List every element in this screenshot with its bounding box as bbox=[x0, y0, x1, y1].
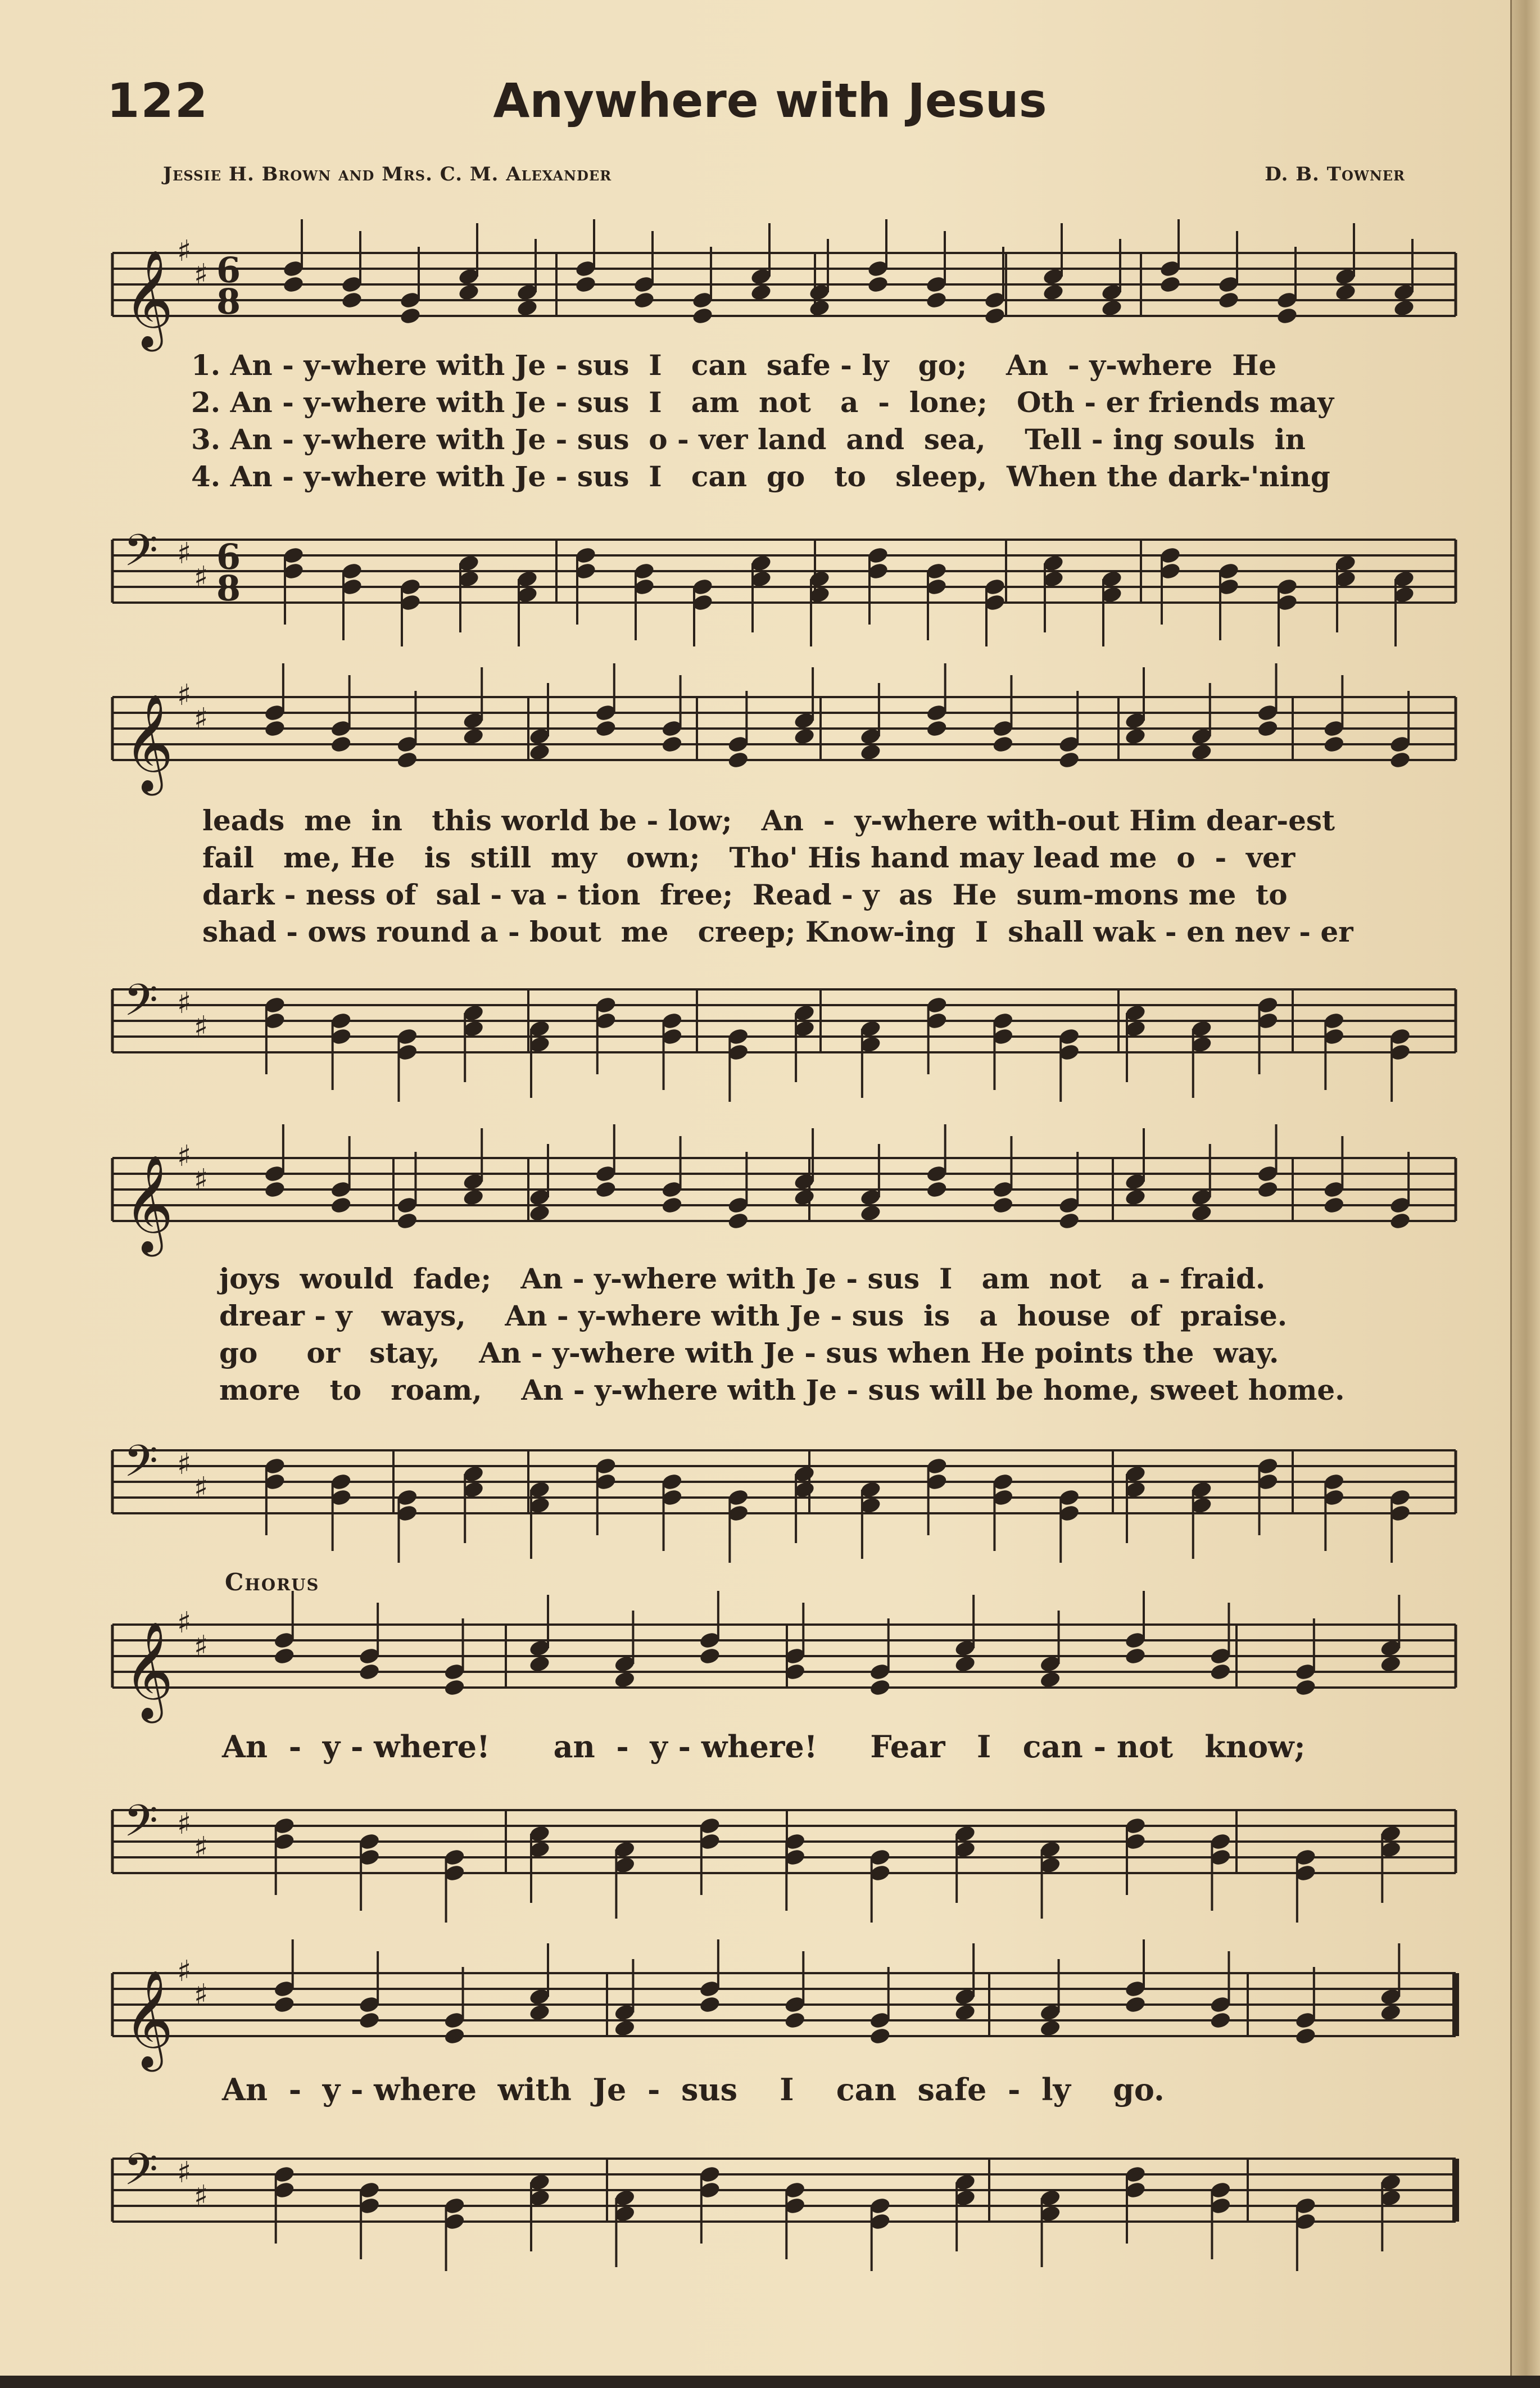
notehead bbox=[727, 1211, 749, 1231]
notehead bbox=[574, 275, 597, 294]
notehead bbox=[462, 727, 484, 746]
notehead bbox=[1100, 298, 1123, 318]
sharp-icon: ♯ bbox=[194, 1163, 209, 1197]
bass-clef-icon: 𝄢 bbox=[124, 1436, 158, 1498]
bass-clef-icon: 𝄢 bbox=[124, 975, 158, 1037]
notehead bbox=[954, 2003, 976, 2022]
notehead bbox=[1322, 735, 1345, 754]
notehead bbox=[1209, 2011, 1231, 2030]
notehead bbox=[926, 719, 948, 738]
notehead bbox=[1294, 2027, 1317, 2046]
notehead bbox=[991, 1196, 1014, 1215]
notehead bbox=[1209, 1662, 1231, 1681]
notehead bbox=[727, 750, 749, 770]
notehead bbox=[1039, 2019, 1061, 2038]
notehead bbox=[443, 1678, 465, 1697]
notehead bbox=[699, 1995, 721, 2014]
lyric-line: fail me, He is still my own; Tho' His hand may lead me o - ver bbox=[202, 841, 1296, 874]
notehead bbox=[528, 2003, 551, 2022]
sharp-icon: ♯ bbox=[194, 702, 209, 736]
notehead bbox=[282, 275, 305, 294]
notehead bbox=[613, 2019, 636, 2038]
sharp-icon: ♯ bbox=[177, 986, 192, 1020]
notehead bbox=[1124, 727, 1147, 746]
lyric-line: shad - ows round a - bout me creep; Know-ing I shall wak - en nev - er bbox=[202, 915, 1353, 948]
notehead bbox=[691, 306, 714, 325]
sharp-icon: ♯ bbox=[177, 1954, 192, 1988]
bass-staff-system-4 bbox=[0, 1776, 1540, 1923]
notehead bbox=[1379, 2003, 1402, 2022]
notehead bbox=[1058, 1211, 1080, 1231]
lyric-line: An - y - where! an - y - where! Fear I can - not know; bbox=[222, 1729, 1306, 1765]
notehead bbox=[1058, 750, 1080, 770]
notehead bbox=[1190, 1204, 1213, 1223]
time-signature-denominator: 8 bbox=[216, 568, 241, 609]
bass-staff-system-3 bbox=[0, 1417, 1540, 1563]
notehead bbox=[462, 1188, 484, 1207]
lyric-line: 2. An - y-where with Je - sus I am not a - lone; Oth - er friends may bbox=[191, 386, 1334, 419]
notehead bbox=[273, 1995, 296, 2014]
notehead bbox=[358, 2011, 381, 2030]
hymn-number: 122 bbox=[107, 73, 209, 128]
notehead bbox=[399, 306, 422, 325]
notehead bbox=[783, 2011, 806, 2030]
notehead bbox=[869, 2027, 891, 2046]
notehead bbox=[330, 1196, 352, 1215]
notehead bbox=[1217, 291, 1240, 310]
notehead bbox=[1379, 1654, 1402, 1674]
notehead bbox=[925, 291, 948, 310]
notehead bbox=[613, 1670, 636, 1689]
notehead bbox=[1042, 283, 1065, 302]
treble-staff-system-4 bbox=[0, 1591, 1540, 1726]
time-signature-denominator: 8 bbox=[216, 281, 241, 322]
notehead bbox=[660, 735, 683, 754]
sharp-icon: ♯ bbox=[194, 1629, 209, 1663]
lyric-line: drear - y ways, An - y-where with Je - sus is a house of praise. bbox=[219, 1299, 1288, 1332]
lyric-line: 3. An - y-where with Je - sus o - ver land and sea, Tell - ing souls in bbox=[191, 423, 1306, 456]
notehead bbox=[1159, 275, 1181, 294]
notehead bbox=[859, 1204, 882, 1223]
lyric-line: leads me in this world be - low; An - y-where with-out Him dear-est bbox=[202, 804, 1335, 837]
lyric-line: go or stay, An - y-where with Je - sus when He points the way. bbox=[219, 1336, 1279, 1369]
treble-clef-icon: 𝄞 bbox=[124, 250, 174, 347]
sharp-icon: ♯ bbox=[194, 1978, 209, 2012]
sharp-icon: ♯ bbox=[194, 1010, 209, 1044]
sharp-icon: ♯ bbox=[194, 1830, 209, 1865]
notehead bbox=[1393, 298, 1415, 318]
notehead bbox=[991, 735, 1014, 754]
notehead bbox=[516, 298, 538, 318]
notehead bbox=[528, 1654, 551, 1674]
notehead bbox=[458, 283, 480, 302]
notehead bbox=[264, 1180, 286, 1199]
notehead bbox=[869, 1678, 891, 1697]
notehead bbox=[595, 1180, 617, 1199]
notehead bbox=[595, 719, 617, 738]
notehead bbox=[793, 1188, 816, 1207]
notehead bbox=[1039, 1670, 1061, 1689]
notehead bbox=[867, 275, 889, 294]
notehead bbox=[1334, 283, 1357, 302]
notehead bbox=[1322, 1196, 1345, 1215]
chorus-label: Chorus bbox=[225, 1568, 320, 1596]
treble-staff-system-5 bbox=[0, 1939, 1540, 2074]
notehead bbox=[660, 1196, 683, 1215]
notehead bbox=[1276, 306, 1298, 325]
notehead bbox=[859, 743, 882, 762]
treble-staff-system-3 bbox=[0, 1124, 1540, 1270]
notehead bbox=[808, 298, 831, 318]
sharp-icon: ♯ bbox=[177, 1447, 192, 1481]
lyric-line: 4. An - y-where with Je - sus I can go to sleep, When the dark-'ning bbox=[191, 460, 1330, 493]
sharp-icon: ♯ bbox=[194, 2179, 209, 2213]
notehead bbox=[1190, 743, 1213, 762]
notehead bbox=[793, 727, 816, 746]
notehead bbox=[750, 283, 772, 302]
bass-clef-icon: 𝄢 bbox=[124, 1795, 158, 1858]
notehead bbox=[443, 2027, 465, 2046]
lyricist-credit: Jessie H. Brown and Mrs. C. M. Alexander bbox=[163, 163, 612, 186]
notehead bbox=[396, 750, 418, 770]
notehead bbox=[358, 1662, 381, 1681]
notehead bbox=[1124, 1995, 1147, 2014]
bass-clef-icon: 𝄢 bbox=[124, 525, 158, 587]
notehead bbox=[341, 291, 363, 310]
bass-staff-system-2 bbox=[0, 956, 1540, 1102]
composer-credit: D. B. Towner bbox=[1265, 163, 1405, 186]
notehead bbox=[264, 719, 286, 738]
scan-edge bbox=[0, 2376, 1540, 2388]
treble-clef-icon: 𝄞 bbox=[124, 1970, 174, 2068]
notehead bbox=[1389, 1211, 1411, 1231]
sharp-icon: ♯ bbox=[177, 1139, 192, 1173]
sharp-icon: ♯ bbox=[177, 234, 192, 268]
lyric-line: joys would fade; An - y-where with Je - sus I am not a - fraid. bbox=[219, 1262, 1266, 1295]
lyric-line: dark - ness of sal - va - tion free; Read - y as He sum-mons me to bbox=[202, 878, 1288, 911]
notehead bbox=[1256, 719, 1279, 738]
sharp-icon: ♯ bbox=[194, 257, 209, 292]
sharp-icon: ♯ bbox=[194, 1471, 209, 1505]
sharp-icon: ♯ bbox=[177, 1807, 192, 1841]
time-signature-numerator: 6 bbox=[216, 250, 241, 291]
notehead bbox=[1389, 750, 1411, 770]
notehead bbox=[699, 1647, 721, 1666]
notehead bbox=[528, 1204, 551, 1223]
treble-clef-icon: 𝄞 bbox=[124, 1621, 174, 1719]
notehead bbox=[633, 291, 655, 310]
time-signature-numerator: 6 bbox=[216, 536, 241, 577]
notehead bbox=[984, 306, 1006, 325]
lyric-line: An - y - where with Je - sus I can safe - ly go. bbox=[222, 2072, 1165, 2107]
notehead bbox=[528, 743, 551, 762]
treble-clef-icon: 𝄞 bbox=[124, 694, 174, 792]
notehead bbox=[954, 1654, 976, 1674]
treble-clef-icon: 𝄞 bbox=[124, 1155, 174, 1252]
notehead bbox=[1124, 1188, 1147, 1207]
sharp-icon: ♯ bbox=[177, 2155, 192, 2190]
notehead bbox=[1256, 1180, 1279, 1199]
notehead bbox=[273, 1647, 296, 1666]
sharp-icon: ♯ bbox=[177, 1605, 192, 1640]
lyric-line: more to roam, An - y-where with Je - sus will be home, sweet home. bbox=[219, 1373, 1345, 1406]
bass-staff-system-1 bbox=[0, 506, 1540, 646]
lyric-line: 1. An - y-where with Je - sus I can safe - ly go; An - y-where He bbox=[191, 349, 1277, 382]
bass-staff-system-5 bbox=[0, 2125, 1540, 2271]
sharp-icon: ♯ bbox=[177, 678, 192, 712]
hymn-title: Anywhere with Jesus bbox=[493, 73, 1047, 128]
notehead bbox=[926, 1180, 948, 1199]
notehead bbox=[330, 735, 352, 754]
treble-staff-system-2 bbox=[0, 663, 1540, 809]
notehead bbox=[1124, 1647, 1147, 1666]
sharp-icon: ♯ bbox=[194, 560, 209, 594]
notehead bbox=[1294, 1678, 1317, 1697]
bass-clef-icon: 𝄢 bbox=[124, 2144, 158, 2206]
sharp-icon: ♯ bbox=[177, 536, 192, 571]
notehead bbox=[396, 1211, 418, 1231]
